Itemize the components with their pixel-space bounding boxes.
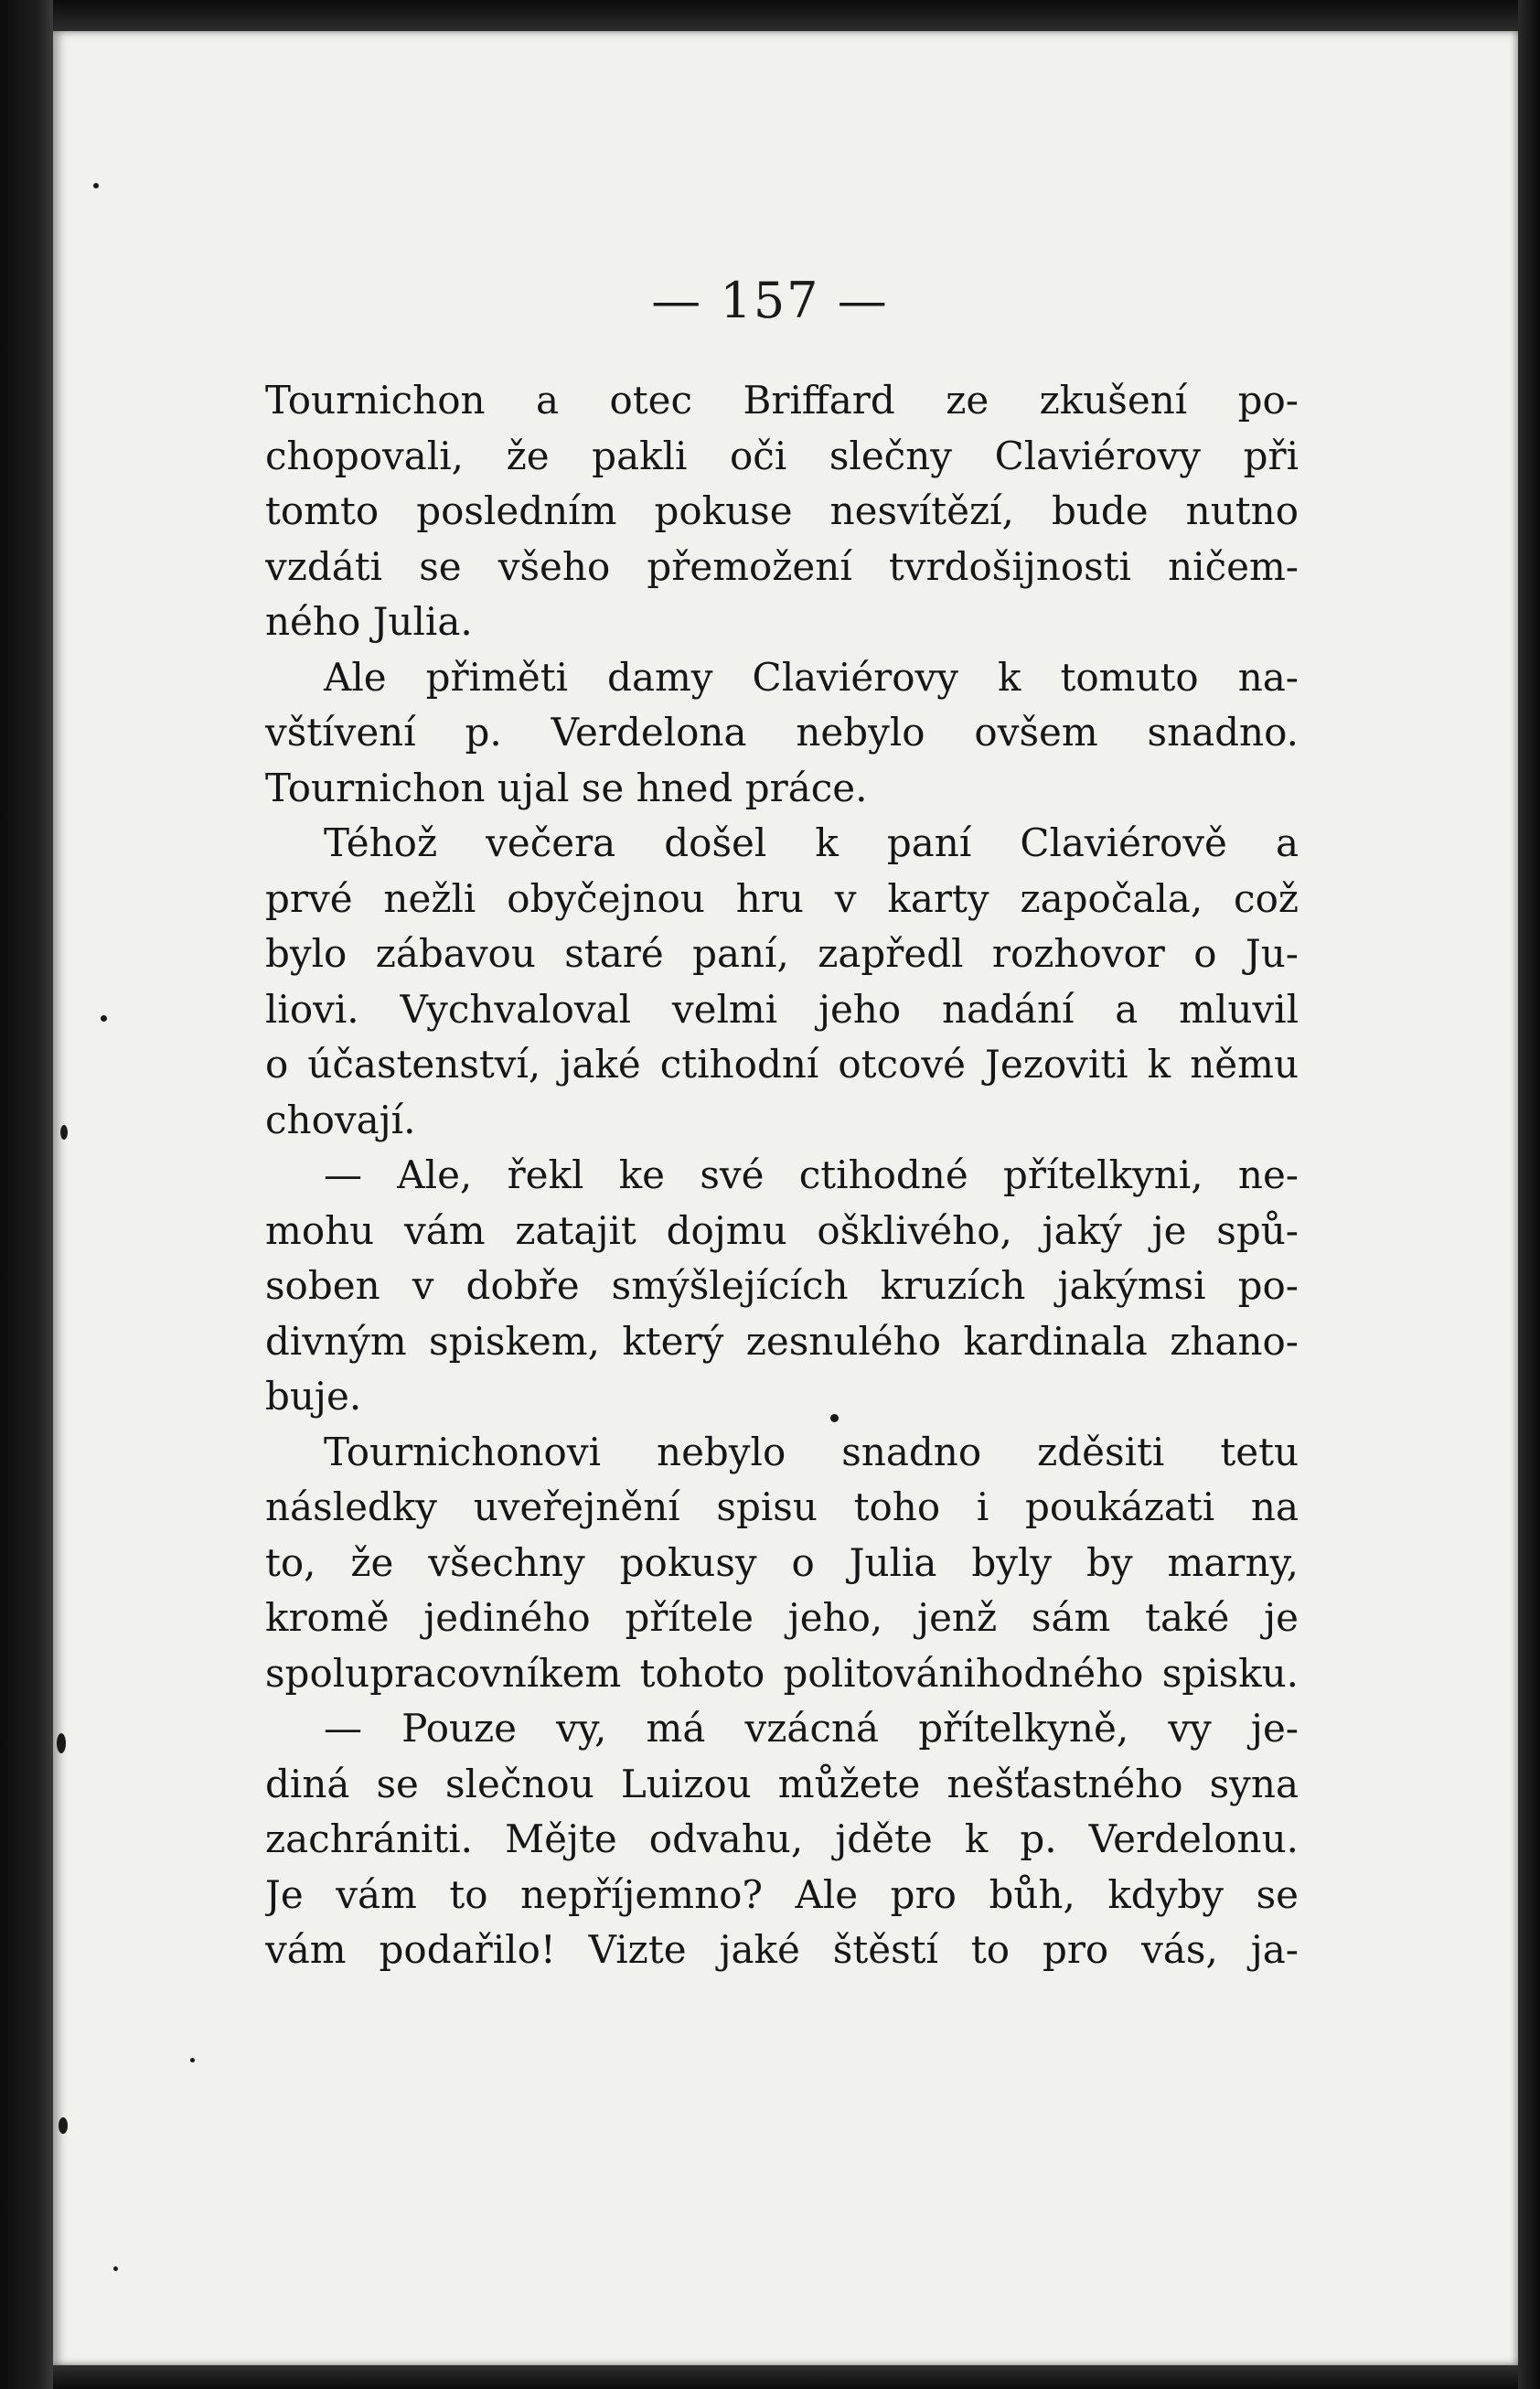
body-text — [265, 373, 1299, 1978]
text-line: soben v dobře smýšlejících kruzích jakýmsi po- — [265, 1263, 1299, 1308]
text-line: vzdáti se všeho přemožení tvrdošijnosti ničem- — [265, 543, 1299, 589]
text-line: ného Julia. — [265, 599, 473, 644]
text-line: chovají. — [265, 1097, 416, 1142]
scan-speck — [190, 2058, 195, 2062]
text-line: buje. — [265, 1374, 362, 1419]
text-line: — Ale, řekl ke své ctihodné přítelkyni, ne- — [324, 1152, 1299, 1197]
scan-speck — [60, 1125, 68, 1140]
text-line: zachrániti. Mějte odvahu, jděte k p. Verdelonu. — [265, 1816, 1299, 1861]
text-line: mohu vám zatajit dojmu ošklivého, jaký je spů- — [265, 1207, 1299, 1253]
scan-border-top — [0, 0, 1540, 31]
text-line: — Pouze vy, má vzácná přítelkyně, vy je- — [324, 1706, 1299, 1751]
text-line: Tournichon ujal se hned práce. — [265, 765, 868, 810]
text-line: bylo zábavou staré paní, zapředl rozhovor o Ju- — [265, 931, 1299, 976]
text-line: to, že všechny pokusy o Julia byly by marny, — [265, 1539, 1299, 1585]
text-line: diná se slečnou Luizou můžete nešťastného syna — [265, 1761, 1299, 1806]
text-line: Téhož večera došel k paní Claviérově a — [324, 820, 1299, 865]
scan-speck — [59, 2117, 68, 2134]
text-line: chopovali, že pakli oči slečny Claviérovy při — [265, 433, 1299, 478]
text-line: kromě jediného přítele jeho, jenž sám také je — [265, 1595, 1299, 1640]
text-line: liovi. Vychvaloval velmi jeho nadání a mluvil — [265, 986, 1299, 1032]
text-line: Tournichon a otec Briffard ze zkušení po- — [265, 378, 1299, 423]
scan-speck — [113, 2266, 118, 2271]
text-line: vám podařilo! Vizte jaké štěstí to pro vás, ja- — [265, 1927, 1299, 1972]
scan-border-bottom — [0, 2365, 1540, 2389]
scan-speck — [57, 1733, 66, 1753]
scan-border-right — [1518, 0, 1540, 2389]
text-line: divným spiskem, který zesnulého kardinala zhano- — [265, 1318, 1299, 1364]
text-line: následky uveřejnění spisu toho i poukázati na — [265, 1484, 1299, 1529]
scan-speck — [93, 183, 99, 188]
scan-speck — [101, 1015, 107, 1022]
text-line: o účastenství, jaké ctihodní otcové Jezoviti k němu — [265, 1042, 1299, 1087]
text-line: spolupracovníkem tohoto politovánihodného spisku. — [265, 1650, 1299, 1696]
page-number: — 157 — — [651, 272, 889, 329]
text-line: Tournichonovi nebylo snadno zděsiti tetu — [324, 1429, 1299, 1474]
text-line: Ale přiměti damy Claviérovy k tomuto na- — [324, 654, 1299, 700]
text-line: tomto posledním pokuse nesvítězí, bude nutno — [265, 488, 1299, 533]
text-line: vštívení p. Verdelona nebylo ovšem snadno. — [265, 710, 1299, 755]
text-line: Je vám to nepříjemno? Ale pro bůh, kdyby se — [265, 1871, 1299, 1917]
scan-border-left — [0, 0, 53, 2389]
text-line: prvé nežli obyčejnou hru v karty započala, což — [265, 875, 1299, 921]
